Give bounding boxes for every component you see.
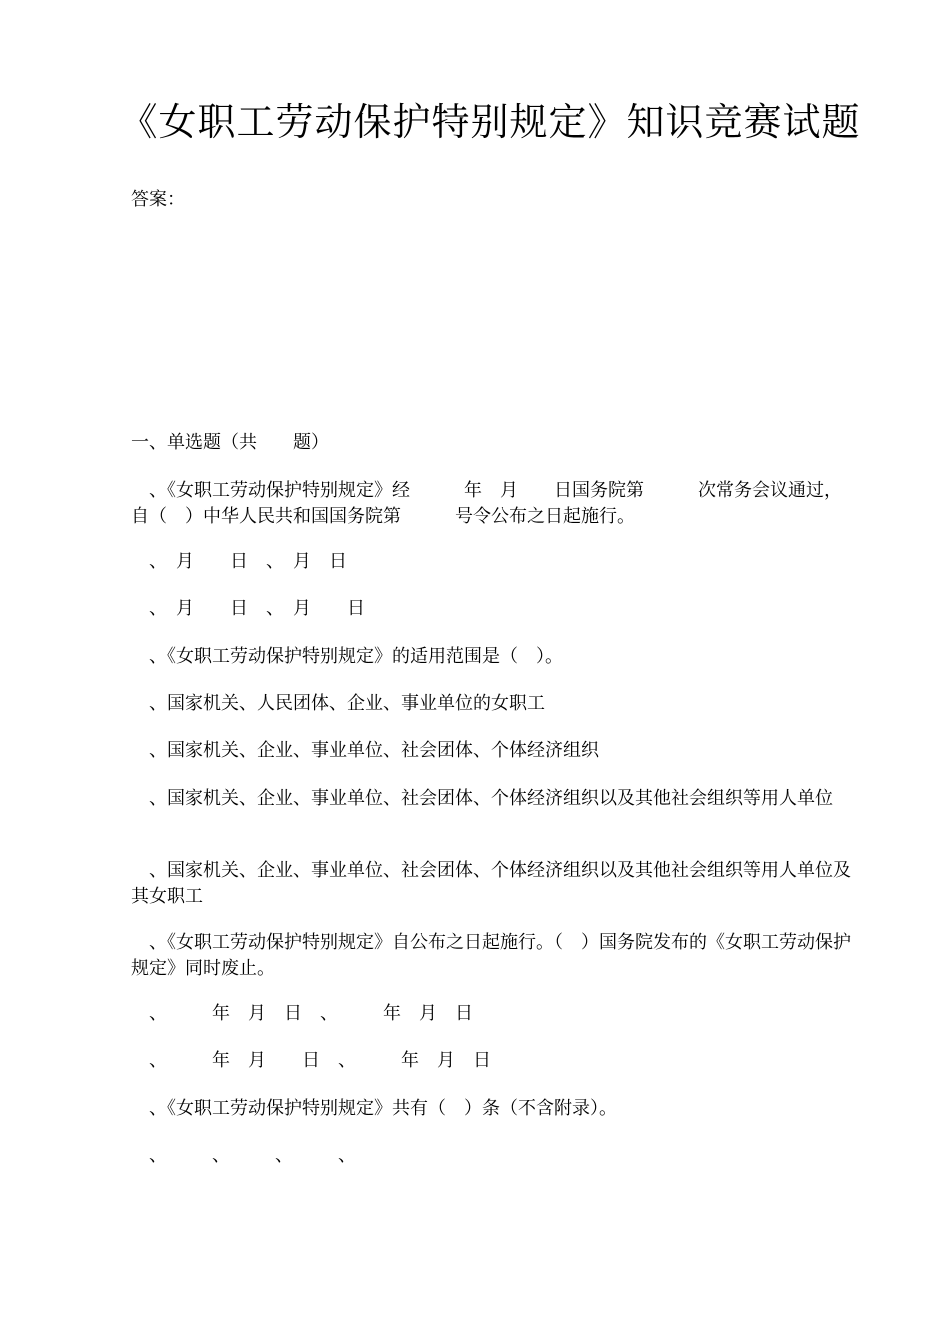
question-1-option-2: 、 月 日 、 月 日 <box>131 598 365 619</box>
question-3-stem: 、《女职工劳动保护特别规定》自公布之日起施行。（ ）国务院发布的《女职工劳动保护规定》同时废止。 <box>131 932 851 979</box>
question-2-option-2: 、国家机关、企业、事业单位、社会团体、个体经济组织 <box>131 740 599 761</box>
question-4-option-1: 、 、 、 、 <box>131 1145 356 1166</box>
question-2-option-3: 、国家机关、企业、事业单位、社会团体、个体经济组织以及其他社会组织等用人单位 <box>131 788 833 809</box>
question-3-option-2: 、 年 月 日 、 年 月 日 <box>131 1050 491 1071</box>
question-1-stem: 、《女职工劳动保护特别规定》经 年 月 日国务院第 次常务会议通过，自（ ）中华人民共和国国务院第 号令公布之日起施行。 <box>131 480 842 527</box>
section-heading: 一、单选题（共 题） <box>131 432 329 453</box>
question-2-option-4: 、国家机关、企业、事业单位、社会团体、个体经济组织以及其他社会组织等用人单位及其女职工 <box>131 860 851 907</box>
question-2-stem: 、《女职工劳动保护特别规定》的适用范围是（ ）。 <box>131 646 563 667</box>
question-2-option-1: 、国家机关、人民团体、企业、事业单位的女职工 <box>131 693 545 714</box>
answer-label: 答案： <box>131 189 185 210</box>
document-title: 《女职工劳动保护特别规定》知识竞赛试题 <box>119 100 861 144</box>
question-1-option-1: 、 月 日 、 月 日 <box>131 551 347 572</box>
question-3-option-1: 、 年 月 日 、 年 月 日 <box>131 1003 473 1024</box>
question-4-stem: 、《女职工劳动保护特别规定》共有（ ）条（不含附录）。 <box>131 1098 617 1119</box>
